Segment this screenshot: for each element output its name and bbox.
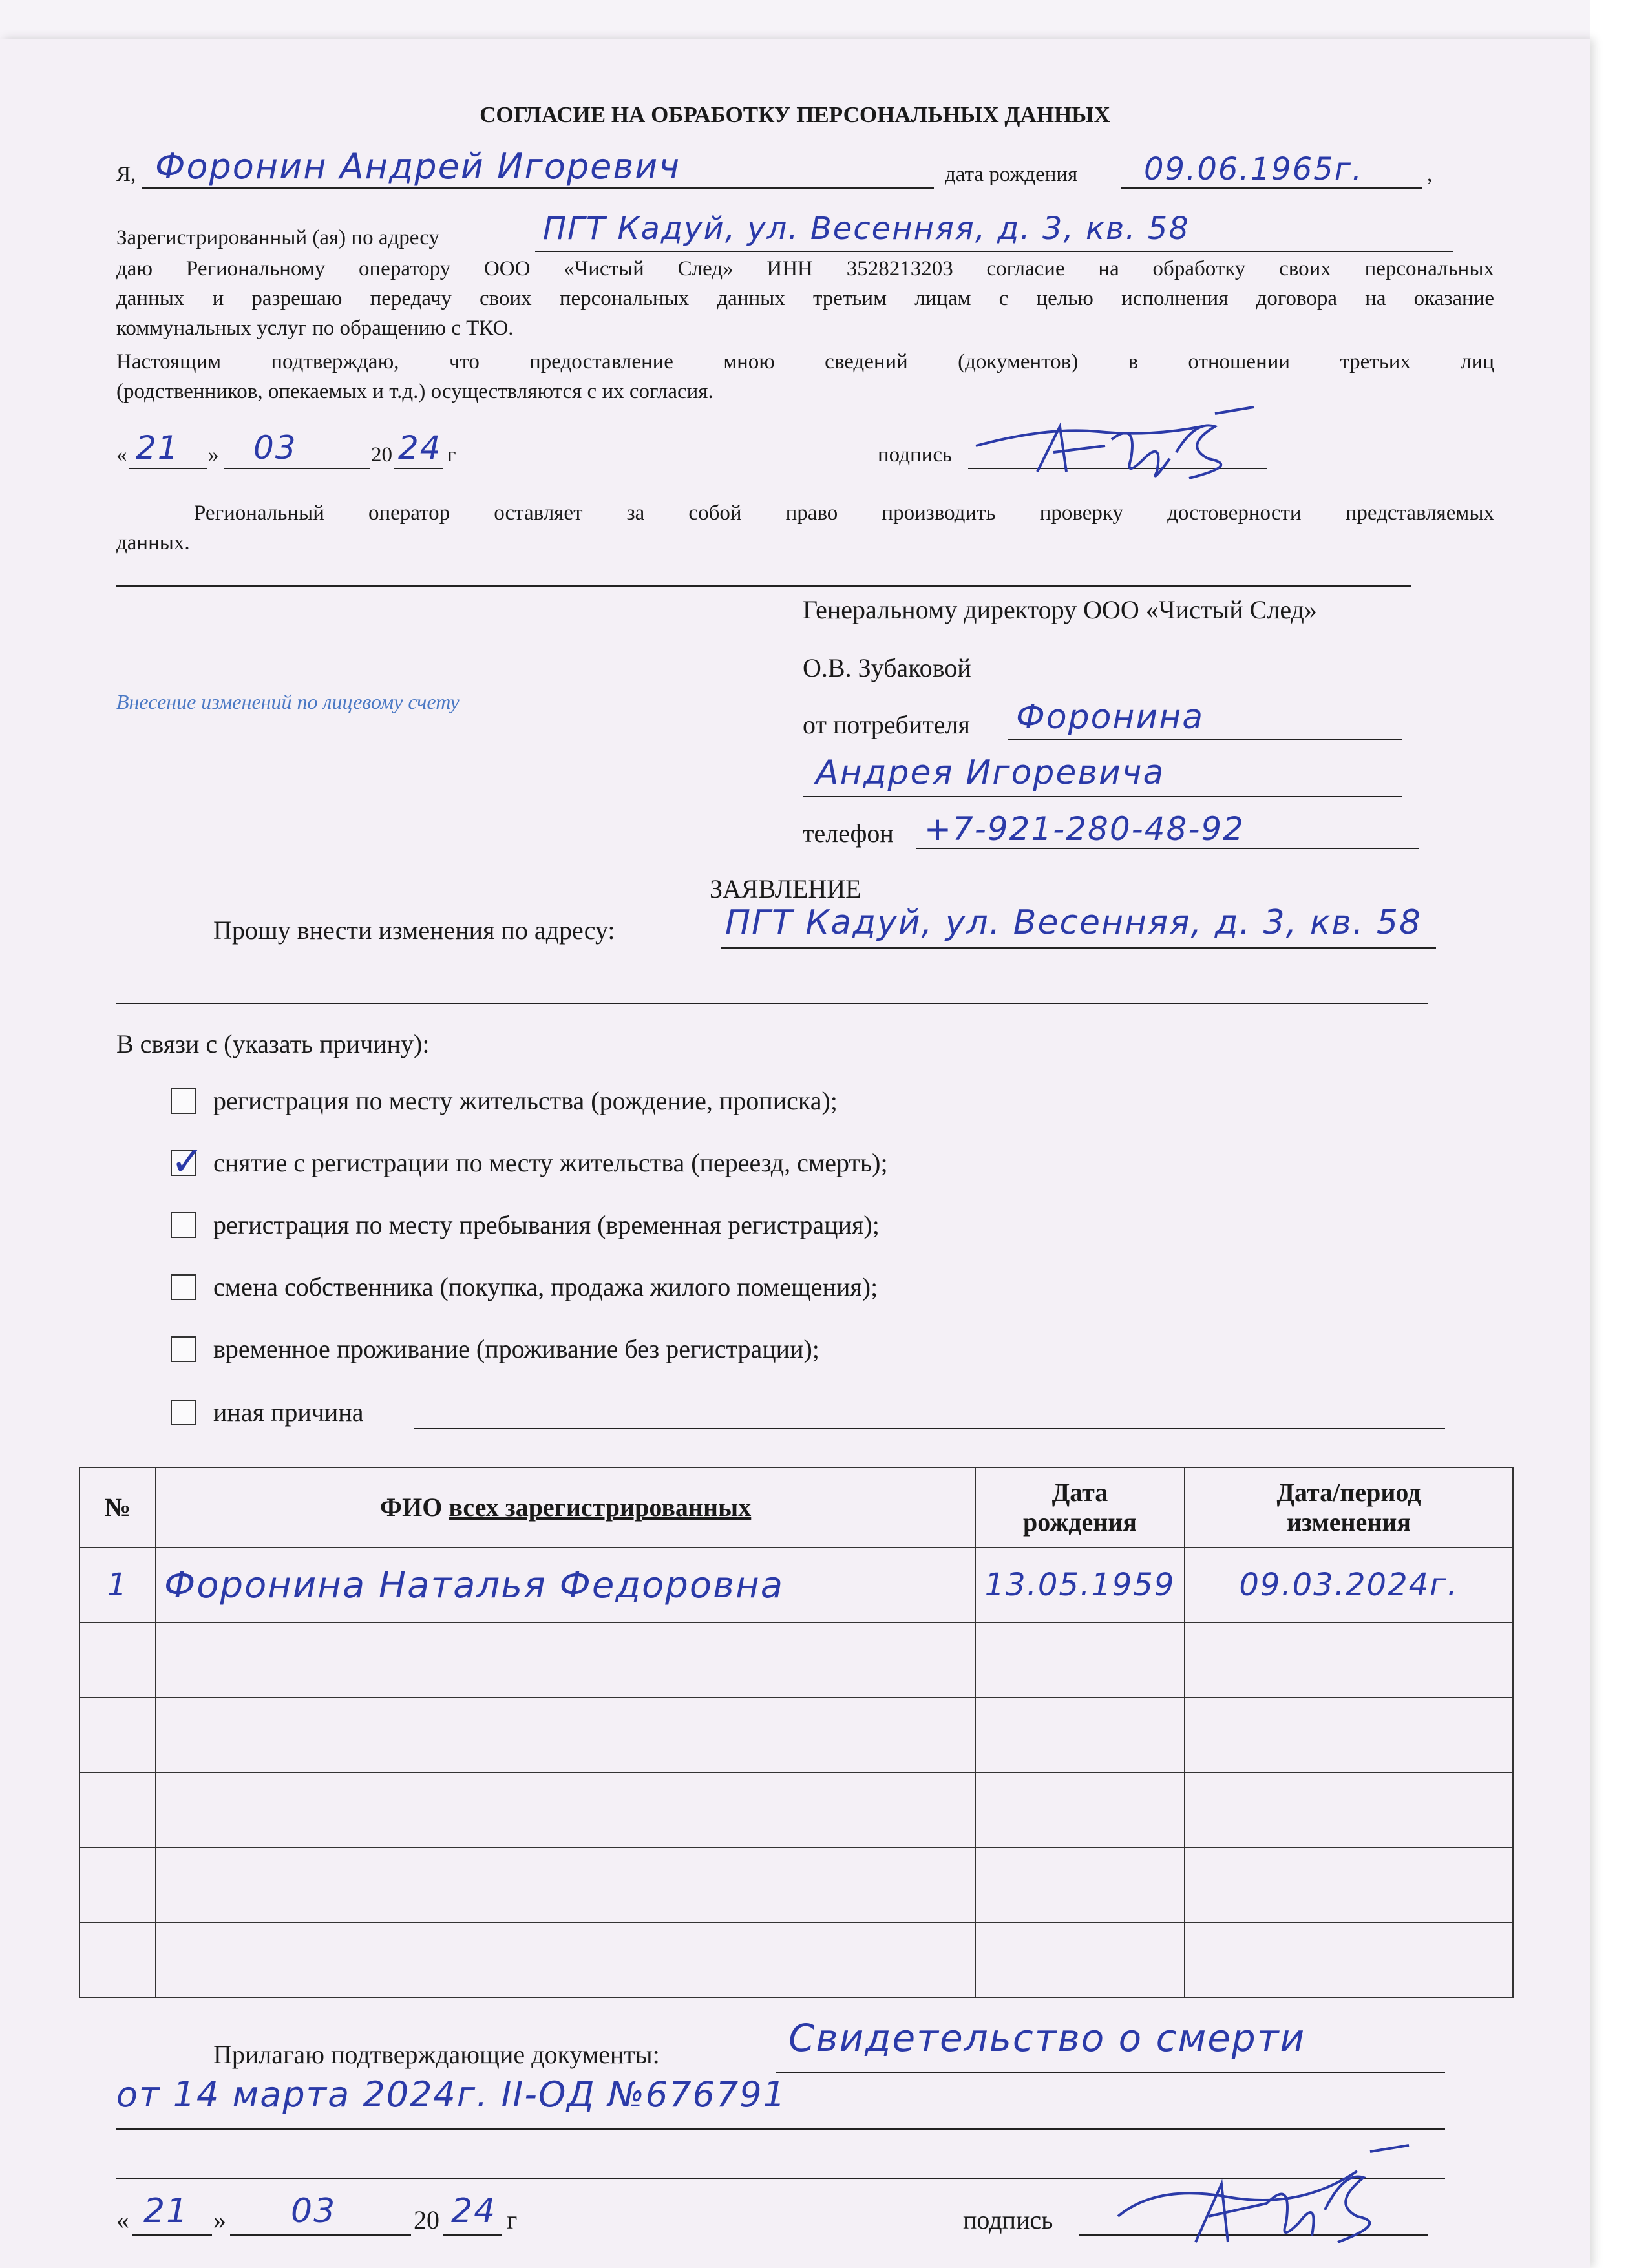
reason-label-item: снятие с регистрации по месту жительства (переезд, смерть); xyxy=(213,1148,888,1177)
consent-title: СОГЛАСИЕ НА ОБРАБОТКУ ПЕРСОНАЛЬНЫХ ДАННЫХ xyxy=(480,102,1110,127)
footer-month-line xyxy=(230,2234,411,2236)
cell-dob xyxy=(975,1622,1185,1697)
address-line xyxy=(535,251,1453,252)
header-num: № xyxy=(79,1467,156,1548)
reason-label-item: регистрация по месту пребывания (временная регистрация); xyxy=(213,1210,880,1239)
request-address-line-1 xyxy=(721,947,1436,949)
request-label: Прошу внести изменения по адресу: xyxy=(213,916,615,945)
header-dob-line-1: Дата xyxy=(1051,1478,1108,1507)
address-label: Зарегистрированный (ая) по адресу xyxy=(116,226,439,249)
cell-fio xyxy=(156,1697,975,1772)
from-name-2: Андрея Игоревича xyxy=(816,753,1165,792)
footer-date-year: 24 xyxy=(451,2192,497,2231)
table-row xyxy=(79,1772,1513,1847)
consent-paragraph-2-line-2: (родственников, опекаемых и т.д.) осуществляются с их согласия. xyxy=(116,380,713,403)
from-line-1 xyxy=(1008,739,1402,740)
reason-label-item: смена собственника (покупка, продажа жилого помещения); xyxy=(213,1272,878,1301)
consent-signature xyxy=(969,401,1273,488)
from-label: от потребителя xyxy=(803,710,970,739)
cell-num xyxy=(79,1772,156,1847)
cell-fio xyxy=(156,1847,975,1922)
consent-date-open: « xyxy=(116,443,127,467)
table-row xyxy=(79,1847,1513,1922)
cell-period xyxy=(1185,1622,1513,1697)
consent-date-month: 03 xyxy=(253,429,297,467)
reason-label-item: иная причина xyxy=(213,1398,364,1427)
reason-label: В связи с (указать причину): xyxy=(116,1029,430,1058)
consent-signature-label: подпись xyxy=(878,443,953,467)
addressee-line-2: О.В. Зубаковой xyxy=(803,653,971,682)
consent-year-line xyxy=(394,468,443,469)
consent-year-suffix: г xyxy=(447,443,456,467)
reason-checkbox[interactable] xyxy=(171,1212,196,1238)
consent-paragraph-1-line-1: даю Региональному оператору ООО «Чистый След» ИНН 3528213203 согласие на обработку своих персональных xyxy=(116,257,1494,280)
consent-full-name: Форонин Андрей Игоревич xyxy=(155,146,681,187)
attachments-hw-line-1: Свидетельство о смерти xyxy=(788,2016,1306,2060)
attachments-line-2 xyxy=(116,2128,1445,2130)
header-period-line-1: Дата/период xyxy=(1276,1478,1421,1507)
cell-dob xyxy=(975,1922,1185,1997)
table-row xyxy=(79,1922,1513,1997)
from-name-1: Форонина xyxy=(1016,698,1205,737)
cell-fio xyxy=(156,1922,975,1997)
reason-label-item: регистрация по месту жительства (рождение, прописка); xyxy=(213,1086,838,1115)
cell-num xyxy=(79,1847,156,1922)
reason-checkbox[interactable] xyxy=(171,1274,196,1300)
addressee-line-1: Генеральному директору ООО «Чистый След» xyxy=(803,595,1317,624)
cell-period xyxy=(1185,1772,1513,1847)
request-address-line-2 xyxy=(116,1003,1428,1004)
cell-period xyxy=(1185,1922,1513,1997)
operator-note-line-1: Региональный оператор оставляет за собой право производить проверку достоверности представляемых xyxy=(194,501,1494,525)
cell-period xyxy=(1185,1847,1513,1922)
consent-paragraph-1-line-3: коммунальных услуг по обращению с ТКО. xyxy=(116,317,514,340)
footer-year-line xyxy=(443,2234,502,2236)
scan-background-strip xyxy=(1590,0,1648,2268)
footer-date-close: » xyxy=(213,2205,226,2234)
name-line xyxy=(142,187,934,189)
phone-value: +7-921-280-48-92 xyxy=(924,810,1245,848)
table-row xyxy=(79,1622,1513,1697)
cell-period xyxy=(1185,1697,1513,1772)
check-mark-icon: ✓ xyxy=(171,1137,204,1184)
other-reason-line xyxy=(414,1428,1445,1429)
dob-line xyxy=(1121,187,1422,189)
consent-date-day: 21 xyxy=(136,429,180,467)
attachments-line-1 xyxy=(776,2072,1445,2073)
dob-comma: , xyxy=(1427,163,1433,186)
from-line-2 xyxy=(803,796,1402,797)
consent-date-year: 24 xyxy=(398,429,442,467)
header-period xyxy=(1185,1467,1513,1548)
cell-period: 09.03.2024г. xyxy=(1185,1548,1513,1622)
cell-dob xyxy=(975,1772,1185,1847)
header-period-line-2: изменения xyxy=(1286,1507,1411,1537)
registered-persons-table xyxy=(79,1467,1514,1998)
cell-num xyxy=(79,1622,156,1697)
reason-checkbox[interactable] xyxy=(171,1400,196,1425)
consent-paragraph-2-line-1: Настоящим подтверждаю, что предоставление мною сведений (документов) в отношении третьих лиц xyxy=(116,350,1494,373)
application-title: ЗАЯВЛЕНИЕ xyxy=(710,874,861,903)
consent-address: ПГТ Кадуй, ул. Весенняя, д. 3, кв. 58 xyxy=(543,211,1190,247)
footer-date-month: 03 xyxy=(291,2192,337,2231)
footer-day-line xyxy=(132,2234,212,2236)
footer-date-day: 21 xyxy=(143,2192,189,2231)
header-fio-prefix: ФИО xyxy=(379,1493,449,1522)
footer-year-prefix: 20 xyxy=(414,2205,439,2234)
reason-checkbox[interactable] xyxy=(171,1137,204,1184)
consent-dob: 09.06.1965г. xyxy=(1144,151,1364,187)
table-header-row xyxy=(79,1467,1513,1548)
cell-fio xyxy=(156,1622,975,1697)
cell-dob xyxy=(975,1697,1185,1772)
consent-paragraph-1-line-2: данных и разрешаю передачу своих персональных данных третьим лицам с целью исполнения договора на оказание xyxy=(116,287,1494,310)
operator-note-line-2: данных. xyxy=(116,531,190,554)
request-address: ПГТ Кадуй, ул. Весенняя, д. 3, кв. 58 xyxy=(725,903,1422,942)
table-row xyxy=(79,1548,1513,1622)
attachments-label: Прилагаю подтверждающие документы: xyxy=(213,2040,660,2069)
reason-label-item: временное проживание (проживание без регистрации); xyxy=(213,1334,819,1363)
attachments-hw-line-2: от 14 марта 2024г. II-ОД №676791 xyxy=(116,2074,787,2115)
cell-num xyxy=(79,1697,156,1772)
footer-date-open: « xyxy=(116,2205,129,2234)
consent-date-close: » xyxy=(208,443,219,467)
header-dob xyxy=(975,1467,1185,1548)
footer-signature-label: подпись xyxy=(963,2205,1053,2234)
cell-num: 1 xyxy=(79,1548,156,1622)
consent-year-prefix: 20 xyxy=(371,443,392,467)
cell-fio: Форонина Наталья Федоровна xyxy=(156,1548,975,1622)
cell-dob: 13.05.1959 xyxy=(975,1548,1185,1622)
side-note: Внесение изменений по лицевому счету xyxy=(116,690,460,713)
cell-num xyxy=(79,1922,156,1997)
table-row xyxy=(79,1697,1513,1772)
section-divider xyxy=(116,585,1411,587)
header-fio-underlined: всех зарегистрированных xyxy=(449,1493,752,1522)
cell-fio xyxy=(156,1772,975,1847)
consent-day-line xyxy=(129,468,207,469)
header-dob-line-2: рождения xyxy=(1023,1507,1137,1537)
header-fio xyxy=(156,1467,975,1548)
footer-year-suffix: г xyxy=(507,2205,518,2234)
consent-month-line xyxy=(224,468,370,469)
consent-i-label: Я, xyxy=(116,163,136,186)
cell-dob xyxy=(975,1847,1185,1922)
reason-checkbox[interactable] xyxy=(171,1336,196,1362)
reason-checkbox[interactable] xyxy=(171,1088,196,1114)
table-body xyxy=(79,1548,1513,1997)
phone-label: телефон xyxy=(803,819,894,848)
dob-label: дата рождения xyxy=(945,163,1078,186)
footer-signature xyxy=(1099,2132,1422,2258)
phone-line xyxy=(916,848,1419,849)
